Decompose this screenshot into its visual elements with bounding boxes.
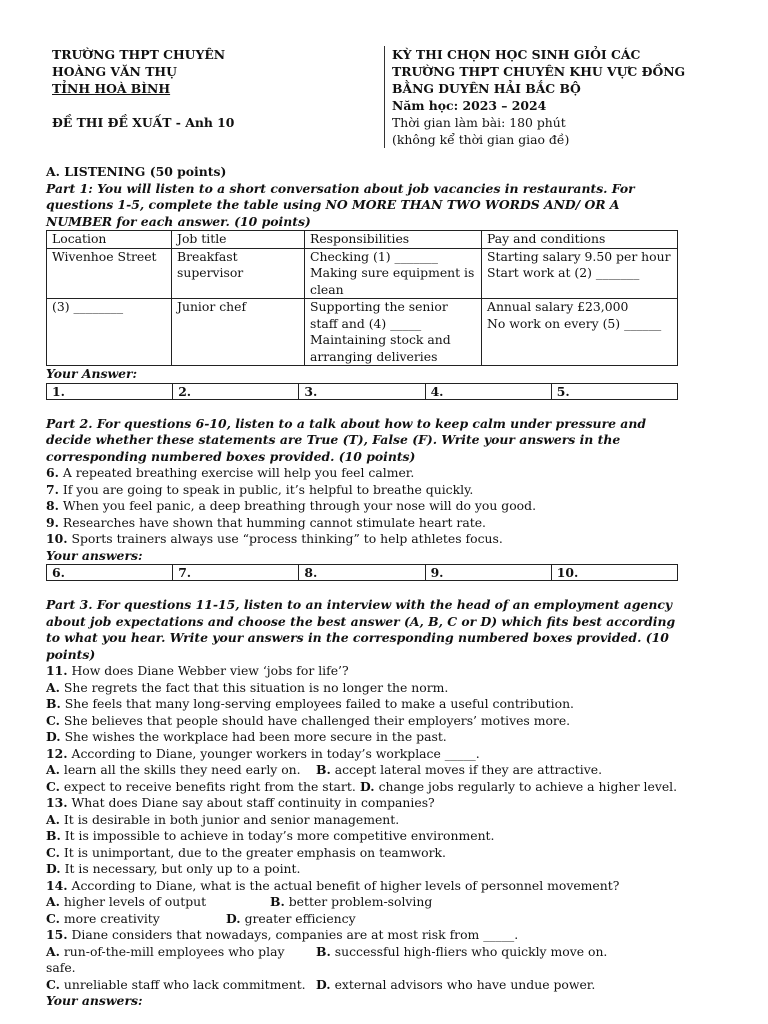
option: A. higher levels of output xyxy=(46,894,207,909)
part2-answer-label: Your answers: xyxy=(46,547,143,563)
option: B. better problem-solving xyxy=(270,894,433,909)
question-stem: 11. How does Diane Webber view ‘jobs for life’? xyxy=(46,663,349,678)
table-cell xyxy=(305,248,482,299)
duration-note: (không kể thời gian giao đề) xyxy=(392,132,570,147)
table-cell: Junior chef xyxy=(172,299,305,366)
question-stem: 13. What does Diane say about staff continuity in companies? xyxy=(46,795,435,810)
option: B. accept lateral moves if they are attractive. xyxy=(316,762,603,777)
pay-condition: No work on every (5) ______ xyxy=(487,315,662,331)
option-row xyxy=(46,779,678,796)
question-stem: 14. According to Diane, what is the actual benefit of higher levels of personnel movement? xyxy=(46,877,620,893)
part2-instruction: Part 2. For questions 6-10, listen to a talk about how to keep calm under pressure and decide whether these statements are True (T), False (F). Write your answers in the corresponding numbered boxes provided. (10 points) xyxy=(46,415,646,464)
statement: 9. Researches have shown that humming cannot stimulate heart rate. xyxy=(46,514,486,530)
statement: 10. Sports trainers always use “process thinking” to help athletes focus. xyxy=(46,531,503,546)
exam-page xyxy=(46,46,686,1010)
table-cell xyxy=(305,299,482,366)
header-divider xyxy=(384,46,385,148)
responsibility: Maintaining stock and arranging deliveries xyxy=(310,332,451,364)
responsibility: Making sure equipment is clean xyxy=(310,265,475,297)
statement: 6. A repeated breathing exercise will help you feel calmer. xyxy=(46,465,415,480)
table-cell: Breakfast supervisor xyxy=(172,248,305,299)
table-header: Pay and conditions xyxy=(482,231,678,249)
table-cell xyxy=(482,299,678,366)
option: D. She wishes the workplace had been more secure in the past. xyxy=(46,729,447,744)
option-row xyxy=(46,894,678,911)
option: D. change jobs regularly to achieve a higher level. xyxy=(360,778,678,794)
table-row xyxy=(47,248,678,299)
option: C. more creativity xyxy=(46,910,160,926)
option-row xyxy=(46,911,678,928)
option: A. It is desirable in both junior and senior management. xyxy=(46,811,400,827)
part1-table xyxy=(46,230,678,366)
pay-condition: Annual salary £23,000 xyxy=(487,299,629,314)
option: C. She believes that people should have challenged their employers’ motives more. xyxy=(46,712,571,728)
exam-header xyxy=(46,46,686,148)
responsibility: Supporting the senior staff and (4) _____ xyxy=(310,299,448,331)
answer-box-4[interactable]: 4. xyxy=(425,383,551,399)
question-stem: 15. Diane considers that nowadays, companies are at most risk from _____. xyxy=(46,927,519,942)
table-header: Responsibilities xyxy=(305,231,482,249)
option: C. expect to receive benefits right from the start. xyxy=(46,778,356,794)
option-row xyxy=(46,977,678,994)
part1-answer-grid xyxy=(46,383,678,400)
pay-condition: Starting salary 9.50 per hour xyxy=(487,248,671,264)
school-line1: TRƯỜNG THPT CHUYÊN xyxy=(52,47,226,62)
school-info xyxy=(52,46,372,131)
answer-box-8[interactable]: 8. xyxy=(299,565,425,581)
listening-title: A. LISTENING (50 points) xyxy=(46,164,227,179)
option-row xyxy=(46,944,678,977)
part2-answer-grid xyxy=(46,564,678,581)
table-header: Job title xyxy=(172,231,305,249)
option: C. unreliable staff who lack commitment. xyxy=(46,976,306,992)
option: C. It is unimportant, due to the greater emphasis on teamwork. xyxy=(46,844,446,860)
part1-answer-label: Your Answer: xyxy=(46,366,138,381)
duration: Thời gian làm bài: 180 phút xyxy=(392,115,566,130)
responsibility: Checking (1) _______ xyxy=(310,248,438,264)
school-line2: HOÀNG VĂN THỤ xyxy=(52,64,177,79)
option: D. It is necessary, but only up to a point. xyxy=(46,861,301,876)
table-cell: Wivenhoe Street xyxy=(47,248,172,299)
answer-box-6[interactable]: 6. xyxy=(47,565,173,581)
answer-box-10[interactable]: 10. xyxy=(551,565,677,581)
statement: 7. If you are going to speak in public, it’s helpful to breathe quickly. xyxy=(46,481,474,497)
answer-box-2[interactable]: 2. xyxy=(173,383,299,399)
part1-instruction: Part 1: You will listen to a short conversation about job vacancies in restaurants. For questions 1-5, complete the table using NO MORE THAN TWO WORDS AND/ OR A NUMBER for each answer. (10 points) xyxy=(46,180,635,229)
option: B. It is impossible to achieve in today’s more competitive environment. xyxy=(46,828,495,843)
question-stem: 12. According to Diane, younger workers in today’s workplace _____. xyxy=(46,745,480,761)
option: B. successful high-fliers who quickly move on. xyxy=(316,943,608,959)
table-cell: (3) ________ xyxy=(47,299,172,366)
option-row xyxy=(46,762,678,779)
option: A. run-of-the-mill employees who play safe. xyxy=(46,943,285,975)
exam-info xyxy=(392,46,692,148)
answer-box-1[interactable]: 1. xyxy=(47,383,173,399)
option: D. external advisors who have undue power. xyxy=(316,976,596,992)
table-header: Location xyxy=(47,231,172,249)
answer-box-7[interactable]: 7. xyxy=(173,565,299,581)
option: A. learn all the skills they need early on. xyxy=(46,762,301,777)
part3-answer-label: Your answers: xyxy=(46,993,143,1008)
table-cell xyxy=(482,248,678,299)
statement: 8. When you feel panic, a deep breathing through your nose will do you good. xyxy=(46,498,537,513)
table-header-row xyxy=(47,231,678,249)
answer-box-5[interactable]: 5. xyxy=(551,383,677,399)
table-row xyxy=(47,299,678,366)
answer-box-9[interactable]: 9. xyxy=(425,565,551,581)
option: B. She feels that many long-serving employees failed to make a useful contribution. xyxy=(46,696,574,711)
school-line3: TỈNH HOÀ BÌNH xyxy=(52,81,171,96)
option: A. She regrets the fact that this situation is no longer the norm. xyxy=(46,679,449,695)
school-year: Năm học: 2023 – 2024 xyxy=(392,98,547,113)
answer-box-3[interactable]: 3. xyxy=(299,383,425,399)
option: D. greater efficiency xyxy=(226,910,356,926)
part3-instruction: Part 3. For questions 11-15, listen to an interview with the head of an employment agency about job expectations and choose the best answer (A, B, C or D) which fits best according to what you hear. Write your answers in the corresponding numbered boxes provided. (10 points) xyxy=(46,597,676,662)
exam-title: KỲ THI CHỌN HỌC SINH GIỎI CÁC TRƯỜNG THPT CHUYÊN KHU VỰC ĐỒNG BẰNG DUYÊN HẢI BẮC BỘ xyxy=(392,47,686,96)
pay-condition: Start work at (2) _______ xyxy=(487,265,640,280)
exam-proposal: ĐỀ THI ĐỀ XUẤT - Anh 10 xyxy=(52,115,235,130)
